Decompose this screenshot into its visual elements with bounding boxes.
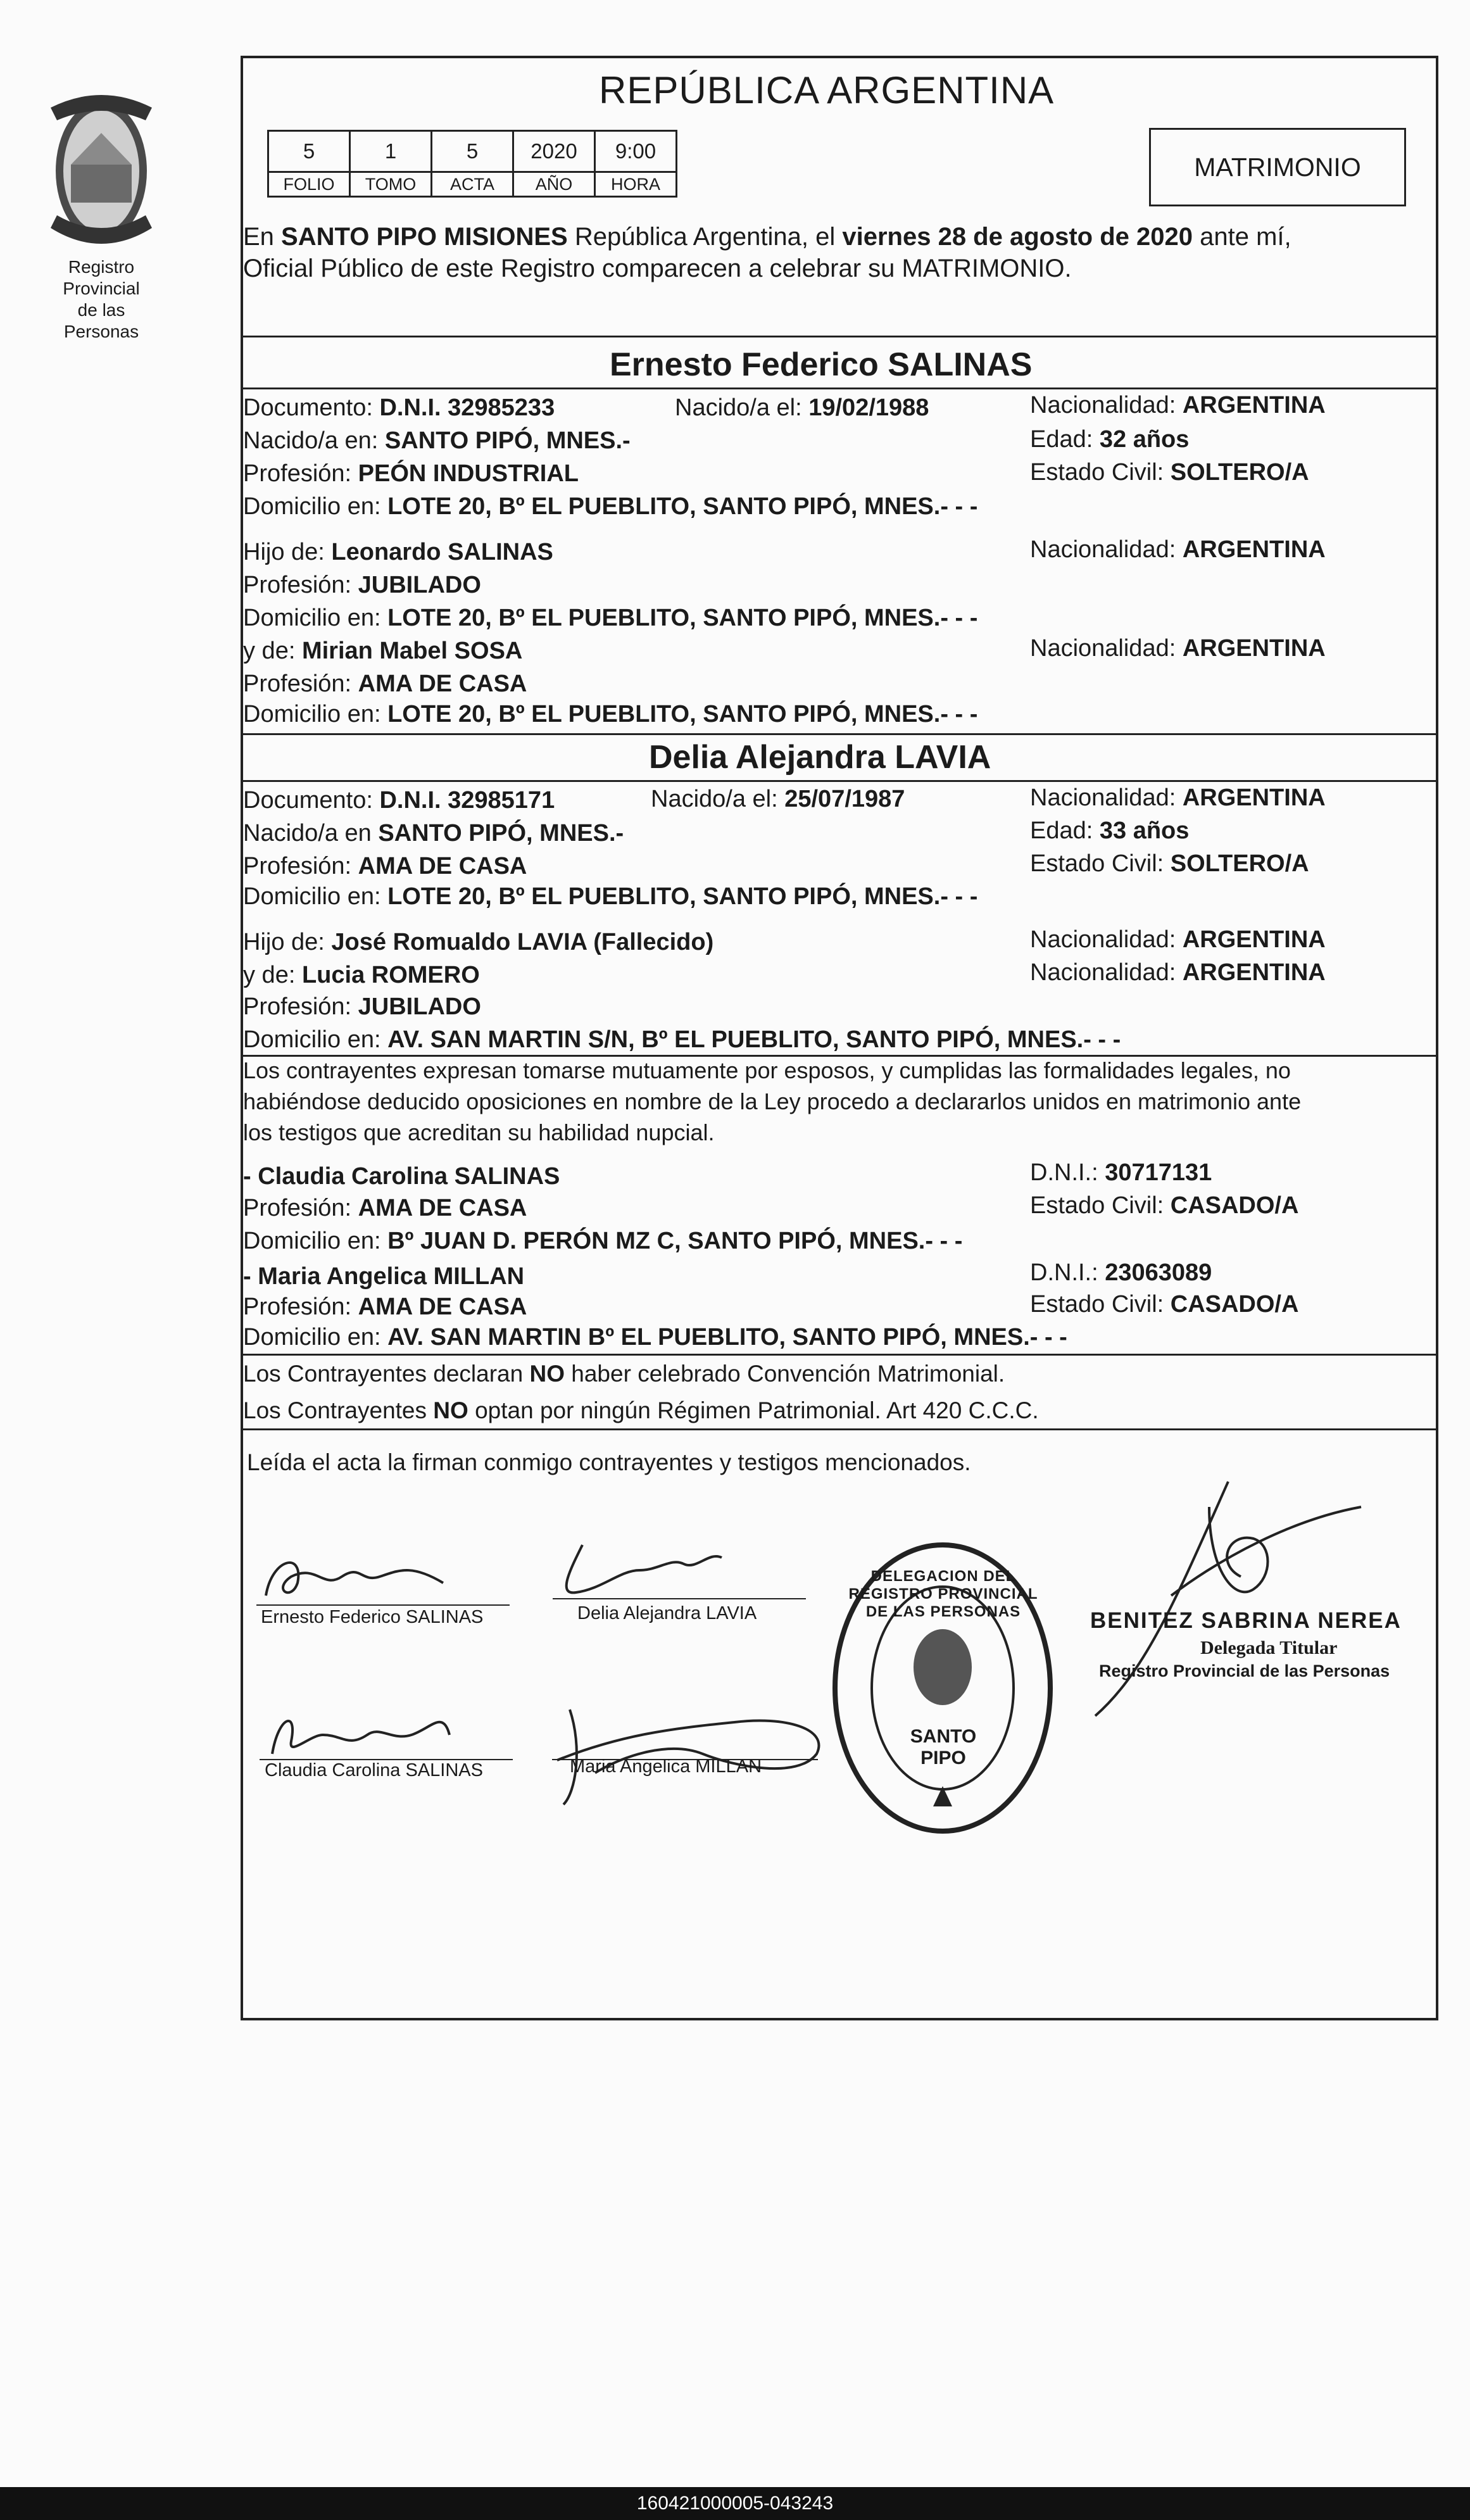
bride-mother-profession: Profesión: JUBILADO bbox=[243, 993, 481, 1020]
witness2-profession: Profesión: AMA DE CASA bbox=[243, 1294, 527, 1320]
groom-father-address: Domicilio en: LOTE 20, Bº EL PUEBLITO, SANTO PIPÓ, MNES.- - - bbox=[243, 605, 978, 631]
groom-father-nationality: Nacionalidad: ARGENTINA bbox=[1030, 536, 1326, 563]
bride-father: Hijo de: José Romualdo LAVIA (Fallecido) bbox=[243, 929, 714, 955]
footer-code-bar bbox=[0, 2487, 1470, 2520]
folio-value: 5 bbox=[268, 131, 350, 172]
bride-mother-address: Domicilio en: AV. SAN MARTIN S/N, Bº EL PUEBLITO, SANTO PIPÓ, MNES.- - - bbox=[243, 1026, 1121, 1053]
groom-mother: y de: Mirian Mabel SOSA bbox=[243, 638, 523, 664]
declaration-line3: los testigos que acreditan su habilidad nupcial. bbox=[243, 1119, 715, 1145]
groom-address: Domicilio en: LOTE 20, Bº EL PUEBLITO, SANTO PIPÓ, MNES.- - - bbox=[243, 493, 978, 520]
divider bbox=[241, 1354, 1436, 1356]
stamp-center-text: SANTO PIPO bbox=[910, 1726, 977, 1768]
bride-signature-caption: Delia Alejandra LAVIA bbox=[577, 1603, 757, 1623]
groom-nationality: Nacionalidad: ARGENTINA bbox=[1030, 392, 1326, 419]
convention-line2: Los Contrayentes NO optan por ningún Régimen Patrimonial. Art 420 C.C.C. bbox=[243, 1397, 1039, 1423]
intro-date: viernes 28 de agosto de 2020 bbox=[842, 223, 1193, 251]
witness2-address: Domicilio en: AV. SAN MARTIN Bº EL PUEBLITO, SANTO PIPÓ, MNES.- - - bbox=[243, 1324, 1067, 1351]
groom-age: Edad: 32 años bbox=[1030, 426, 1190, 453]
registry-numbers-table bbox=[267, 130, 677, 198]
official-name: BENITEZ SABRINA NEREA bbox=[1090, 1608, 1402, 1633]
acta-label: ACTA bbox=[432, 172, 513, 197]
bride-mother-nationality: Nacionalidad: ARGENTINA bbox=[1030, 959, 1326, 986]
groom-signature-line bbox=[256, 1604, 510, 1606]
witness2-name: - Maria Angelica MILLAN bbox=[243, 1263, 525, 1290]
witness1-dni: D.N.I.: 30717131 bbox=[1030, 1159, 1212, 1186]
folio-label: FOLIO bbox=[268, 172, 350, 197]
divider bbox=[241, 1428, 1436, 1430]
witness1-civil-status: Estado Civil: CASADO/A bbox=[1030, 1192, 1299, 1219]
groom-mother-address: Domicilio en: LOTE 20, Bº EL PUEBLITO, SANTO PIPÓ, MNES.- - - bbox=[243, 701, 978, 728]
divider bbox=[241, 387, 1436, 389]
act-type-box: MATRIMONIO bbox=[1149, 128, 1406, 206]
groom-profession: Profesión: PEÓN INDUSTRIAL bbox=[243, 460, 579, 487]
witness2-civil-status: Estado Civil: CASADO/A bbox=[1030, 1291, 1299, 1318]
groom-signature bbox=[253, 1545, 481, 1608]
official-role: Delegada Titular bbox=[1200, 1637, 1338, 1658]
groom-name: Ernesto Federico SALINAS bbox=[610, 346, 1033, 383]
official-office: Registro Provincial de las Personas bbox=[1099, 1661, 1390, 1680]
witness2-signature bbox=[544, 1684, 848, 1811]
country-title: REPÚBLICA ARGENTINA bbox=[599, 69, 1055, 111]
groom-mother-profession: Profesión: AMA DE CASA bbox=[243, 671, 527, 697]
bride-age: Edad: 33 años bbox=[1030, 817, 1190, 844]
declaration-line2: habiéndose deducido oposiciones en nombre de la Ley procedo a declararlos unidos en matrimonio ante bbox=[243, 1088, 1302, 1114]
intro-place: SANTO PIPO MISIONES bbox=[281, 223, 568, 251]
bride-mother: y de: Lucia ROMERO bbox=[243, 962, 480, 988]
registry-caption-line2: de las Personas bbox=[63, 300, 139, 341]
declaration-line1: Los contrayentes expresan tomarse mutuamente por esposos, y cumplidas las formalidades legales, no bbox=[243, 1057, 1291, 1083]
bride-birthdate: Nacido/a el: 25/07/1987 bbox=[651, 786, 905, 812]
bride-address: Domicilio en: LOTE 20, Bº EL PUEBLITO, SANTO PIPÓ, MNES.- - - bbox=[243, 883, 978, 910]
bride-signature-line bbox=[553, 1598, 806, 1599]
divider bbox=[241, 336, 1436, 337]
tomo-label: TOMO bbox=[350, 172, 432, 197]
bride-profession: Profesión: AMA DE CASA bbox=[243, 853, 527, 879]
witness2-dni: D.N.I.: 23063089 bbox=[1030, 1259, 1212, 1286]
witness1-signature bbox=[253, 1697, 481, 1767]
closing-statement: Leída el acta la firman conmigo contrayentes y testigos mencionados. bbox=[247, 1449, 971, 1475]
stamp-ring-text: DELEGACION DEL REGISTRO PROVINCIAL DE LAS PERSONAS bbox=[848, 1568, 1038, 1620]
witness1-name: - Claudia Carolina SALINAS bbox=[243, 1163, 560, 1190]
witness2-signature-caption: Maria Angelica MILLAN bbox=[570, 1756, 762, 1777]
convention-line1: Los Contrayentes declaran NO haber celebrado Convención Matrimonial. bbox=[243, 1361, 1005, 1387]
tomo-value: 1 bbox=[350, 131, 432, 172]
bride-father-nationality: Nacionalidad: ARGENTINA bbox=[1030, 926, 1326, 953]
groom-mother-nationality: Nacionalidad: ARGENTINA bbox=[1030, 635, 1326, 662]
groom-father: Hijo de: Leonardo SALINAS bbox=[243, 539, 553, 565]
witness1-profession: Profesión: AMA DE CASA bbox=[243, 1195, 527, 1221]
registry-caption-line1: Registro Provincial bbox=[63, 257, 140, 298]
groom-documento: Documento: D.N.I. 32985233 bbox=[243, 394, 555, 421]
bride-documento: Documento: D.N.I. 32985171 bbox=[243, 787, 555, 814]
hour-label: HORA bbox=[595, 172, 677, 197]
year-label: AÑO bbox=[513, 172, 595, 197]
bride-birthplace: Nacido/a en SANTO PIPÓ, MNES.- bbox=[243, 820, 624, 847]
official-signature bbox=[1083, 1469, 1367, 1722]
footer-code: 160421000005-043243 bbox=[636, 2493, 834, 2514]
intro-line1: En SANTO PIPO MISIONES República Argentina, el viernes 28 de agosto de 2020 ante mí, bbox=[243, 223, 1291, 251]
bride-civil-status: Estado Civil: SOLTERO/A bbox=[1030, 850, 1309, 877]
intro-line2: Oficial Público de este Registro comparecen a celebrar su MATRIMONIO. bbox=[243, 255, 1072, 282]
hour-value: 9:00 bbox=[595, 131, 677, 172]
groom-birthplace: Nacido/a en: SANTO PIPÓ, MNES.- bbox=[243, 427, 631, 454]
year-value: 2020 bbox=[513, 131, 595, 172]
groom-father-profession: Profesión: JUBILADO bbox=[243, 572, 481, 598]
witness1-signature-caption: Claudia Carolina SALINAS bbox=[265, 1760, 483, 1780]
bride-signature bbox=[544, 1532, 747, 1602]
bride-nationality: Nacionalidad: ARGENTINA bbox=[1030, 784, 1326, 811]
groom-signature-caption: Ernesto Federico SALINAS bbox=[261, 1607, 484, 1627]
groom-birthdate: Nacido/a el: 19/02/1988 bbox=[675, 394, 929, 421]
province-logo bbox=[38, 89, 165, 343]
province-seal-icon bbox=[38, 89, 165, 253]
witness1-address: Domicilio en: Bº JUAN D. PERÓN MZ C, SANTO PIPÓ, MNES.- - - bbox=[243, 1228, 963, 1254]
divider bbox=[241, 733, 1436, 735]
groom-civil-status: Estado Civil: SOLTERO/A bbox=[1030, 459, 1309, 486]
divider bbox=[241, 780, 1436, 782]
acta-value: 5 bbox=[432, 131, 513, 172]
bride-name: Delia Alejandra LAVIA bbox=[649, 739, 991, 776]
